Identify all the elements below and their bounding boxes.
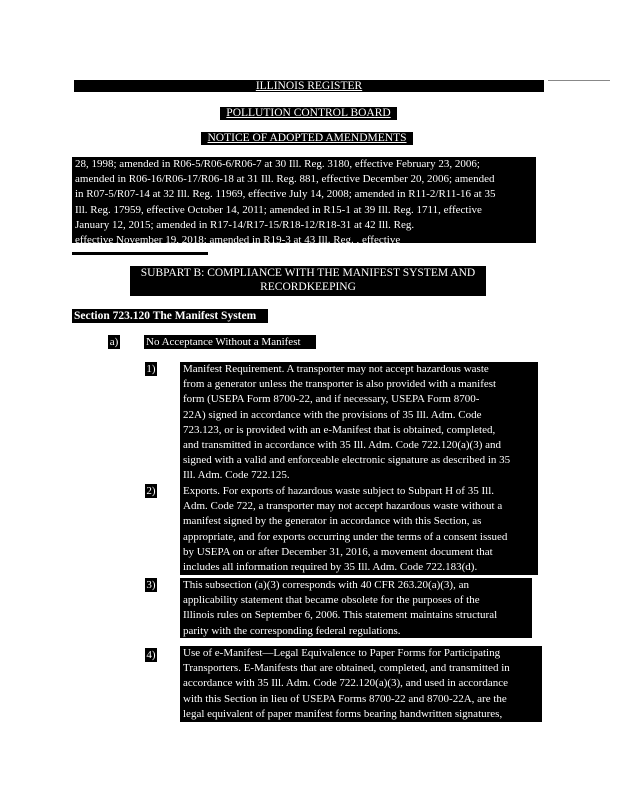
item-line: Transporters. E-Manifests that are obtained, completed, and transmitted in	[183, 662, 510, 675]
item-number: 1)	[146, 363, 156, 375]
item-line: Exports. For exports of hazardous waste subject to Subpart H of 35 Ill.	[183, 485, 494, 497]
item-text	[180, 646, 542, 722]
item-line: by USEPA on or after December 31, 2016, a movement document that	[183, 545, 493, 558]
item-text	[180, 578, 532, 638]
history-line: Ill. Reg. 17959, effective October 14, 2011; amended in R15-1 at 39 Ill. Reg. 1711, effective	[75, 203, 482, 216]
item-line: manifest signed by the generator in accordance with this Section, as	[183, 515, 482, 528]
item-number: 3)	[146, 579, 156, 591]
item-line: signed with a valid and enforceable electronic signature as described in 35	[183, 454, 511, 467]
item-line: applicability statement that became obsolete for the purposes of the	[183, 594, 480, 607]
item-line: Use of e-Manifest—Legal Equivalence to Paper Forms for Participating	[183, 647, 501, 659]
separator-rule	[72, 252, 208, 255]
item-line: from a generator unless the transporter is also provided with a manifest	[183, 378, 497, 391]
subsection-label: a)	[109, 336, 119, 348]
item-line: accordance with 35 Ill. Adm. Code 722.120(a)(3), and used in accordance	[183, 677, 508, 690]
history-line: in R07-5/R07-14 at 32 Ill. Reg. 11969, effective July 14, 2008; amended in R11-2/R11-16 at 35	[75, 188, 496, 201]
item-line: Adm. Code 722, a transporter may not accept hazardous waste without a	[183, 500, 503, 513]
header-rule	[548, 80, 610, 81]
item-line: includes all information required by 35 Ill. Adm. Code 722.183(d).	[183, 561, 478, 574]
item-line: Manifest Requirement. A transporter may not accept hazardous waste	[183, 363, 489, 375]
subpart-line: RECORDKEEPING	[260, 281, 356, 293]
source-history	[72, 157, 536, 247]
history-line: 28, 1998; amended in R06-5/R06-6/R06-7 at 30 Ill. Reg. 3180, effective February 23, 2006;	[75, 158, 480, 170]
board-heading: POLLUTION CONTROL BOARD	[220, 107, 397, 120]
item-line: appropriate, and for exports occurring under the terms of a consent issued	[183, 530, 508, 543]
item-line: 723.123, or is provided with an e-Manifest that is obtained, completed,	[183, 423, 496, 436]
register-heading: ILLINOIS REGISTER	[74, 80, 544, 92]
item-text	[180, 362, 538, 484]
history-line: January 12, 2015; amended in R17-14/R17-15/R18-12/R18-31 at 42 Ill. Reg.	[75, 218, 415, 231]
history-line: effective November 19, 2018; amended in R19-3 at 43 Ill. Reg. , effective	[75, 234, 401, 247]
item-line: Ill. Adm. Code 722.125.	[183, 469, 290, 482]
item-text	[180, 484, 538, 575]
item-line: legal equivalent of paper manifest forms bearing handwritten signatures,	[183, 707, 503, 720]
subsection-title: No Acceptance Without a Manifest	[144, 335, 316, 349]
item-line: and transmitted in accordance with 35 Ill. Adm. Code 722.120(a)(3) and	[183, 439, 501, 452]
item-number: 4)	[146, 649, 156, 661]
item-number: 2)	[146, 485, 156, 497]
item-line: parity with the corresponding federal regulations.	[183, 624, 401, 637]
history-line: amended in R06-16/R06-17/R06-18 at 31 Ill. Reg. 881, effective December 20, 2006; amended	[75, 173, 495, 186]
subpart-line: SUBPART B: COMPLIANCE WITH THE MANIFEST SYSTEM AND	[140, 267, 476, 279]
item-line: Illinois rules on September 6, 2006. This statement maintains structural	[183, 609, 498, 622]
notice-heading: NOTICE OF ADOPTED AMENDMENTS	[201, 132, 413, 145]
item-line: This subsection (a)(3) corresponds with 40 CFR 263.20(a)(3), an	[183, 579, 469, 591]
section-heading: Section 723.120 The Manifest System	[72, 309, 268, 323]
item-line: with this Section in lieu of USEPA Forms 8700-22 and 8700-22A, are the	[183, 692, 507, 705]
subpart-heading	[130, 266, 486, 296]
item-line: 22A) signed in accordance with the provisions of 35 Ill. Adm. Code	[183, 408, 482, 421]
item-line: form (USEPA Form 8700-22, and if necessary, USEPA Form 8700-	[183, 393, 480, 406]
